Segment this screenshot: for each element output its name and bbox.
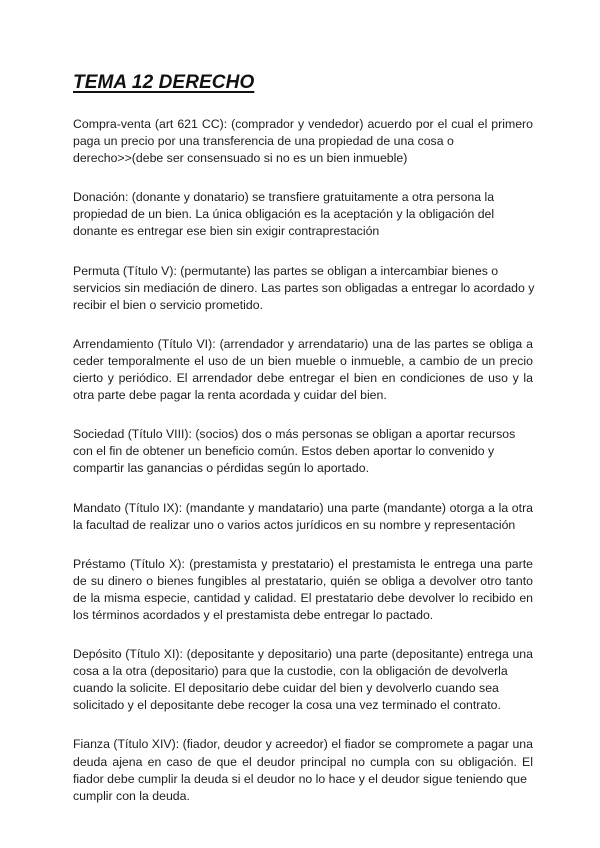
text-line: Donación: (donante y donatario) se transfiere gratuitamente a otra persona la — [73, 190, 495, 205]
text-line: otra parte debe pagar la renta acordada y cuidar del bien. — [73, 388, 387, 403]
text-line: de su dinero o bienes fungibles al prestatario, quién se obliga a devolver otro tanto — [73, 573, 533, 588]
paragraph-donacion — [73, 189, 533, 240]
text-line: Fianza (Título XIV): (fiador, deudor y acreedor) el fiador se compromete a pagar una — [73, 737, 533, 752]
text-line: con el fin de obtener un beneficio común. Estos deben aportar lo convenido y — [73, 444, 495, 459]
paragraph-sociedad — [73, 426, 533, 477]
text-line: Compra-venta (art 621 CC): (comprador y vendedor) acuerdo por el cual el primero — [73, 117, 533, 131]
paragraph-deposito — [73, 646, 533, 714]
text-line: servicios sin mediación de dinero. Las partes son obligadas a entregar lo acordado y — [73, 280, 535, 295]
document-body — [73, 116, 533, 805]
text-line: cuando la solicite. El depositario debe cuidar del bien y devolverlo cuando sea — [73, 681, 499, 696]
text-line: ceder temporalmente el uso de un bien mueble o inmueble, a cambio de un precio — [73, 353, 533, 368]
paragraph-mandato — [73, 500, 533, 534]
text-line: la facultad de realizar uno o varios actos jurídicos en su nombre y representación — [73, 517, 516, 532]
text-line: solicitado y el depositante debe recoger la cosa una vez terminado el contrato. — [73, 698, 501, 713]
text-line: cumplir con la deuda. — [73, 788, 190, 803]
document-title: TEMA 12 DERECHO — [73, 72, 255, 93]
paragraph-compraventa — [73, 116, 533, 167]
text-line: derecho>>(debe ser consensuado si no es un bien inmueble) — [73, 151, 408, 166]
text-line: cosa a la otra (depositario) para que la custodie, con la obligación de devolverla — [73, 664, 508, 679]
text-line: compartir las ganancias o pérdidas según lo aportado. — [73, 461, 369, 476]
text-line: deuda ajena en caso de que el deudor principal no cumpla con su obligación. El — [73, 754, 533, 769]
text-line: Arrendamiento (Título VI): (arrendador y arrendatario) una de las partes se obliga a — [73, 336, 533, 351]
paragraph-prestamo — [73, 556, 533, 624]
text-line: recibir el bien o servicio prometido. — [73, 297, 264, 312]
text-line: paga un precio por una transferencia de una propiedad de una cosa o — [73, 134, 454, 149]
text-line: propiedad de un bien. La única obligación es la aceptación y la obligación del — [73, 207, 495, 222]
text-line: fiador debe cumplir la deuda si el deudor no lo hace y el deudor sigue teniendo que — [73, 771, 527, 786]
text-line: de la misma especie, cantidad y calidad. El prestatario debe devolver lo recibido en — [73, 590, 533, 605]
text-line: Sociedad (Título VIII): (socios) dos o más personas se obligan a aportar recursos — [73, 427, 516, 442]
paragraph-fianza — [73, 736, 533, 804]
text-line: donante es entregar ese bien sin exigir contraprestación — [73, 224, 380, 239]
text-line: cierto y periódico. El arrendador debe entregar el bien en condiciones de uso y la — [73, 371, 533, 386]
text-line: Mandato (Título IX): (mandante y mandatario) una parte (mandante) otorga a la otra — [73, 500, 533, 515]
text-line: Préstamo (Título X): (prestamista y prestatario) el prestamista le entrega una parte — [73, 556, 533, 571]
paragraph-arrendamiento — [73, 336, 533, 404]
text-line: Depósito (Título XI): (depositante y depositario) una parte (depositante) entrega una — [73, 647, 533, 662]
text-line: Permuta (Título V): (permutante) las partes se obligan a intercambiar bienes o — [73, 263, 499, 278]
paragraph-permuta — [73, 263, 533, 314]
text-line: los términos acordados y el prestamista debe entregar lo pactado. — [73, 607, 434, 622]
